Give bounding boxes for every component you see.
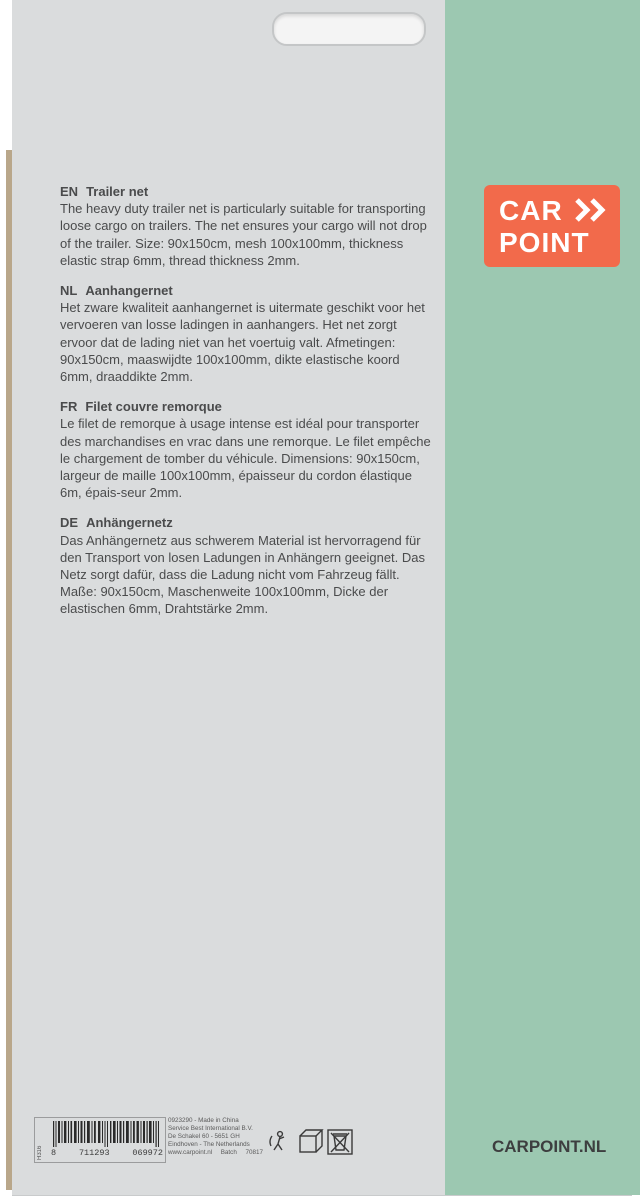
section-title bbox=[60, 514, 435, 531]
barcode-side-code: H316 bbox=[37, 1145, 43, 1160]
section-body: Het zware kwaliteit aanhangernet is uitermate geschikt voor het vervoeren van losse ladingen in aanhangers. Het net zorgt ervoor dat de lading niet van het voertuig valt. Afmetingen: 90x150cm, maaswijdte 100x100mm, dikte elastische koord 6mm, draaddikte 2mm. bbox=[60, 300, 425, 385]
website-label: CARPOINT.NL bbox=[492, 1137, 607, 1156]
section-title bbox=[60, 282, 435, 299]
section-en bbox=[60, 183, 435, 269]
barcode-digits-left: 711293 bbox=[78, 1148, 110, 1158]
description-text bbox=[60, 183, 435, 631]
green-stripe bbox=[445, 0, 640, 1195]
carpoint-logo bbox=[484, 185, 620, 267]
section-heading: Aanhangernet bbox=[85, 283, 173, 299]
manufacturer-info bbox=[168, 1117, 278, 1157]
hang-hole bbox=[272, 12, 426, 46]
barcode bbox=[34, 1117, 166, 1163]
logo-text-car: CAR bbox=[499, 195, 563, 226]
section-de bbox=[60, 514, 435, 617]
tidyman-recycle-icon bbox=[270, 1132, 284, 1150]
barcode-digits bbox=[51, 1148, 163, 1158]
section-heading: Filet couvre remorque bbox=[85, 399, 222, 415]
section-title bbox=[60, 398, 435, 415]
batch-label: Batch bbox=[220, 1149, 237, 1156]
section-body: The heavy duty trailer net is particularly suitable for transporting loose cargo on trailers. The net ensures your cargo will not drop of the trailer. Size: 90x150cm, mesh 100x100mm, thickness elastic strap 6mm, thread thickness 2mm. bbox=[60, 201, 427, 268]
language-code: EN bbox=[60, 184, 79, 199]
article-origin: 0923290 - Made in China bbox=[168, 1117, 239, 1124]
company-city: Eindhoven - The Netherlands bbox=[168, 1141, 250, 1148]
box-symbol-icon bbox=[300, 1130, 322, 1152]
section-title bbox=[60, 183, 435, 200]
crossed-bin-icon bbox=[328, 1130, 352, 1154]
barcode-digits-right: 069972 bbox=[132, 1148, 163, 1158]
double-chevron-icon bbox=[574, 197, 610, 223]
barcode-digit-first: 8 bbox=[51, 1148, 57, 1158]
section-heading: Trailer net bbox=[86, 184, 149, 199]
section-nl bbox=[60, 282, 435, 385]
section-fr bbox=[60, 398, 435, 501]
language-code: FR bbox=[60, 399, 78, 415]
eco-icons bbox=[266, 1124, 356, 1158]
company-name: Service Best International B.V. bbox=[168, 1125, 253, 1132]
barcode-bars bbox=[51, 1121, 161, 1147]
company-street: De Schakel 60 - 5651 GH bbox=[168, 1133, 240, 1140]
batch-number: 70817 bbox=[245, 1149, 263, 1156]
small-website: www.carpoint.nl bbox=[168, 1149, 213, 1156]
packaging-card bbox=[12, 0, 632, 1196]
section-heading: Anhängernetz bbox=[86, 515, 173, 531]
language-code: NL bbox=[60, 283, 78, 299]
logo-text-point: POINT bbox=[499, 227, 590, 258]
batch-row bbox=[168, 1149, 263, 1157]
section-body: Le filet de remorque à usage intense est idéal pour transporter des marchandises en vrac dans une remorque. Le filet empêche le chargement de tomber du véhicule. Dimensions: 90x150cm, largeur de maille 100x100mm, épaisseur du cordon élastique 6m, épais-seur 2mm. bbox=[60, 416, 431, 501]
language-code: DE bbox=[60, 515, 79, 531]
section-body: Das Anhängernetz aus schwerem Material ist hervorragend für den Transport von losen Ladungen in Anhängern geeignet. Das Netz sorgt dafür, dass die Ladung nicht vom Fahrzeug fällt. Maße: 90x150cm, Maschenweite 100x100mm, Dicke der elastischen 6mm, Drahtstärke 2mm. bbox=[60, 532, 425, 617]
